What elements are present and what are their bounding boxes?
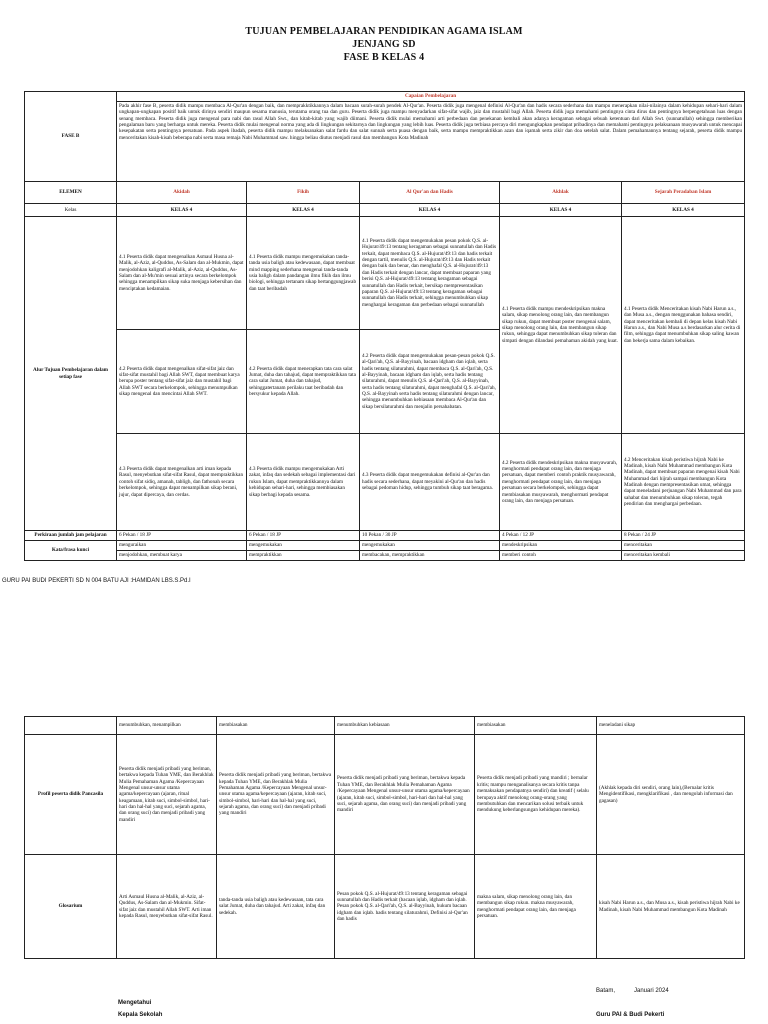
- profil-akhlak: Peserta didik menjadi pribadi yang mandiri ; bernalar kritis; mampu menganalisanya secara kritis tanpa memaksakan pendapatnya sendiri) dan kreatif ( selalu berupaya aktif menolong orang-orang yang membutuhkan dan mencarikan solusi terbaik untuk mendukung keberlangsungan kehidupan mereka).: [475, 735, 597, 855]
- atp-sejarah-4-2: 4.2 Menceritakan kisah peristiwa hijrah Nabi ke Madinah, kisah Nabi Muhammad membangun Kota Madinah, dapat membuat paparan mengenai kisah Nabi Muhammad dari hijrah sampai membangun Kota Madinah dengan mempresentasikan umat, sehingga dapat meneladani perjuangan Nabi Muhammad dan para sahabat dan menumbuhkan sikap toleran, tegah pendirian dan menghargai perbedaan.: [622, 434, 745, 531]
- profil-fikih: Peserta didik menjadi pribadi yang beriman, bertakwa kepada Tuhan YME, dan Berakhlak Mulia Pemahaman Agama /Kepercayaan Mengenal unsur-unsur utama agama/kepercayaan (ajaran, kitab suci, simbol-simbol, hari-hari dan hal-hal yang suci, sejarah agama, dan orang suci) dan menjadi pribadi yang mandiri: [217, 735, 335, 855]
- atp-label: Alur Tujuan Pembelajaran dalam setiap fase: [25, 217, 117, 531]
- jam-label: Perkiraan jumlah jam pelajaran: [25, 531, 117, 541]
- kata-kunci-cell: mengemukakan: [247, 541, 360, 551]
- kelas-cell: KELAS 4: [360, 204, 500, 217]
- atp-quran-4-1: 4.1 Peserta didik dapat mengemukakan pesan pokok Q.S. al-Hujurat/49:13 tentang keragaman sebagai sunnatullah dan Hadis terkait, dapat membaca Q.S. al-Hujurat/49:13 dan hadis terkait dengan tartil, menulis Q.S. al-Hujurat/49:13 dan Hadis terkait dengan baik dan benar, dan menghafal Q.S. al-Hujurat/49:13 dan Hadis terkait dengan lancar, dapat membuat paparan yang berisi Q.S. al-Hujurat/49:13 tentang keragaman sebagai sunnatullah dan Hadis terkait, bersikap mempresentasikan paparan Q.S. al-Hujurat/49:13 tentang keragaman sebagai sunnatullah dan Hadis terkait, sehingga menumbuhkan sikap menghargai keragaman dan perbedaan sebagai sunnatullah: [360, 217, 500, 330]
- jam-cell: 10 Pekan / 30 JP: [360, 531, 500, 541]
- kata-kunci-cell: mengemukakan: [360, 541, 500, 551]
- kata-kunci-cell: membiasakan: [217, 717, 335, 735]
- fase-label: FASE B: [25, 92, 117, 182]
- tp-table-page1: [24, 91, 745, 561]
- jam-cell: 4 Pekan / 12 JP: [500, 531, 622, 541]
- elemen-sejarah: Sejarah Peradaban Islam: [622, 182, 745, 204]
- sign-date: Januari 2024: [634, 988, 669, 994]
- glosarium-fikih: tanda-tanda usia baligh atau kedewasaan, tata cara salat Jumat, duha dan tahajud. Arti zakat, infaq dan sedekah.: [217, 855, 335, 959]
- kelas-cell: KELAS 4: [247, 204, 360, 217]
- glosarium-label: Glosarium: [25, 855, 117, 959]
- elemen-fikih: Fikih: [247, 182, 360, 204]
- elemen-akhlak: Akhlak: [500, 182, 622, 204]
- kata-kunci-cell: mempraktikkan: [247, 551, 360, 561]
- kelas-cell: KELAS 4: [500, 204, 622, 217]
- profil-sejarah: (Akhlak kepada diri sendiri, orang lain),(Bernalar kritis Mengidentifikasi, mengklarifikasi , dan mengolah informasi dan gagasan): [597, 735, 745, 855]
- atp-fikih-4-3: 4.3 Peserta didik mampu mengemukakan Arti zakat, infaq dan sedekah sebagai implementasi dari rukun Islam, dapat mempraktikkannya dalam kehidupan sehari-hari, sehingga membiasakan sikap berbagi kepada sesama.: [247, 434, 360, 531]
- kata-kunci-cell: menjodohkan, membuat karya: [117, 551, 247, 561]
- atp-sejarah-4-1: 4.1 Peserta didik Menceritakan kisah Nabi Harun a.s., dan Musa a.s., dengan menggunakan bahasa sendiri, dapat menceritakan kembali di depan kelas kisah Nabi Harun a.s., dan Nabi Musa a.s berdasarkan alur cerita di film, sehingga dapat menumbuhkan sikap saling kawan dan bekerja sama dalam kebaikan.: [622, 217, 745, 434]
- kata-kunci-cell: menumbuhkan, menampilkan: [117, 717, 217, 735]
- capaian-heading: Capaian Pembelajaran: [117, 92, 745, 102]
- kata-kunci-cell: memberi contoh: [500, 551, 622, 561]
- kata-kunci-cell: membacakan, mempraktikkan: [360, 551, 500, 561]
- jam-cell: 8 Pekan / 24 JP: [622, 531, 745, 541]
- atp-akhlak-4-1: 4.1 Peserta didik mampu mendeskripsikan makna salam, sikap menolong orang lain, dan membangun sikap rukun, dapat membuat poster mengenai salam, sikap menolong orang lain, dan membangun sikap rukun, sehingga dapat menumbuhkan sikap toleran dan simpati dengan dilandasi pemahaman akidah yang kuat.: [500, 217, 622, 434]
- kata-kunci-cell: membiasakan: [475, 717, 597, 735]
- atp-fikih-4-1: 4.1 Peserta didik mampu mengemukakan tanda-tanda usia baligh atau kedewasaan, dapat membuat mind mapping sederhana mengenai tanda-tanda usia baligh dalam pandangan ilmu fikih dan ilmu biologi, sehingga tertanam sikap bertanggungjawab dan taat beribadah: [247, 217, 360, 330]
- glosarium-akhlak: makna salam, sikap menolong orang lain, dan membangun sikap rukun. makna musyawarah, menghormati pendapat orang lain, dan menjaga persatuan.: [475, 855, 597, 959]
- glosarium-akidah: Arti Asmaul Husna al-Malik, al-Aziz, al-Quddus, As-Salam dan al-Mukmin. Sifat-sifat jaiz dan mustahil Allah SWT. Arti iman kepada Rasul, menyebutkan sifat-sifat Rasul.: [117, 855, 217, 959]
- sign-mengetahui: Mengetahui: [118, 1000, 152, 1006]
- kelas-cell: KELAS 4: [622, 204, 745, 217]
- sign-place: Batam,: [596, 988, 616, 994]
- kata-kunci-cell: menceritakan: [622, 541, 745, 551]
- profil-quran: Peserta didik menjadi pribadi yang beriman, bertakwa kepada Tuhan YME, dan Berakhlak Mulia Pemahaman Agama /Kepercayaan Mengenal unsur-unsur utama agama/kepercayaan (ajaran, kitab suci, simbol-simbol, hari-hari dan hal-hal yang suci, sejarah agama, dan orang suci) dan menjadi pribadi yang mandiri: [335, 735, 475, 855]
- atp-akidah-4-3: 4.3 Peserta didik dapat mengenalkan arti iman kepada Rasul, menyebutkan sifat-sifat Rasul, dapat mempraktikkan contoh sifat sidiq, amanah, tabligh, dan fathonah secara berkelompok, sehingga dapat menampilkan sikap berani, jujur, dapat dipercaya, dan cerdas.: [117, 434, 247, 531]
- doc-title-line3: FASE B KELAS 4: [343, 52, 425, 63]
- elemen-quran-hadis: Al Qur'an dan Hadis: [360, 182, 500, 204]
- kata-kunci-label: Kata/frasa kunci: [25, 541, 117, 561]
- atp-quran-4-3: 4.3 Peserta didik dapat mengemukakan definisi al-Qur'an dan hadis secara sederhana, dapat meyakini al-Qur'an dan hadis sebagai pedoman hidup, sehingga tumbuh sikap taat beragama.: [360, 434, 500, 531]
- profil-label: Profil peserta didik Pancasila: [25, 735, 117, 855]
- sign-kepala-sekolah: Kepala Sekolah: [118, 1012, 163, 1018]
- atp-fikih-4-2: 4.2 Peserta didik dapat menerapkan tata cara salat Jumat, duha dan tahajud, dapat mempraktikkan tata cara salat Jumat, duha dan tahajud, sehinggatertanam perilaku taat beribadah dan bersyukur kepada Allah.: [247, 330, 360, 434]
- doc-title-line2: JENJANG SD: [352, 39, 416, 50]
- kelas-cell: KELAS 4: [117, 204, 247, 217]
- sign-guru-pai: Guru PAI & Budi Pekerti: [596, 1012, 665, 1018]
- elemen-akidah: Akidah: [117, 182, 247, 204]
- kata-kunci-cell: mendeskripsikan: [500, 541, 622, 551]
- doc-title-line1: TUJUAN PEMBELAJARAN PENDIDIKAN AGAMA ISLAM: [245, 26, 523, 37]
- kata-kunci-cell: menceritakan kembali: [622, 551, 745, 561]
- jam-cell: 6 Pekan / 18 JP: [247, 531, 360, 541]
- atp-quran-4-2: 4.2 Peserta didik dapat mengemukakan pesan-pesan pokok Q.S. al-Qari'ah, Q.S. al-Bayyinah, bacaan idgham dan iqlab, serta hadis tentang silaturahmi, dapat membaca Q.S. al-Qari'ah, Q.S. al-Bayyinah, bacaan idgham dan iqlab, serta hadis tentang silaturahmi, dapat menulis Q.S. al-Qari'ah, Q.S. al-Bayyinah, serta hadis tentang silaturahmi, dapat menghafal Q.S. al-Qari'ah, Q.S. al-Bayyinah serta hadis tentang silaturahmi dengan lancar, sehingga menumbuhkan kebiasaan membaca Al-Qur'an dan sikap bersilaturahmi dan menjalin persahabatan.: [360, 330, 500, 434]
- kata-kunci-blank: [25, 717, 117, 735]
- atp-akidah-4-1: 4.1 Peserta didik dapat mengenalkan Asmaul Husna al-Malik, al-Aziz, al-Quddus, As-Salam dan al-Mukmin, dapat menjodohkan kaligrafi al-Malik, al-Aziz, al-Quddus, As-Salam dan al-Mu'min sesuai artinya secara berkelompok sehingga menampilkan sikap suka menjaga kebersihan dan menciptakan kedamaian.: [117, 217, 247, 330]
- glosarium-quran: Pesan pokok Q.S. al-Hujurat/49:13 tentang keragaman sebagai sunnatullah dan Hadis terkait (bacaan iqlab, idgham dan iqlab. Pesan pokok Q.S. al-Qari'ah, Q.S. al-Bayyinah, hukum bacaan idgham dan iqlab. hadis tentang silaturahmi, Definisi al-Qur'an dan hadis: [335, 855, 475, 959]
- kata-kunci-cell: menguraikan: [117, 541, 247, 551]
- atp-akidah-4-2: 4.2 Peserta didik dapat mengenalkan sifat-sifat jaiz dan sifat-sifat mustahil bagi Allah SWT, dapat membuat karya berupa poster tentang sifat-sifat jaiz dan mustahil bagi Allah SWT secara berkelompok, sehingga menumpulkan sikap mengenal dan mencintai Allah SWT.: [117, 330, 247, 434]
- capaian-text: Pada akhir fase B, peserta didik mampu membaca Al-Qur'an dengan baik, dan memprakktikkannya dalam bacaan surah-surah pendek Al-Qur'an. Peserta didik juga mengenal definisi Al-Qur'an dan hadis secara sederhana dan mampu menerapkan nilai-nilainya dalam kehidupan sehari-hari dalam ungkapan-ungkapan positif baik untuk dirinya sendiri maupun sesama manusia, terutama orang tua dan guru. Peserta didik juga mampu menyadarkan sifat-sifat wajib, jaiz dan mustahil bagi Allah. Peserta didik juga memahami pentingnya cinta dirus dan pentingnya berpengetahuan luas dengan senang membaca. Peserta didik juga mengenal para nabi dan rasul Allah Swt., dan kitab-kitab yang wajib diimani. Peserta didik mulai memahami arti perbedaan dan penekanan kembali akan adanya keragaman sebagai sebuah ketentuan dari Allah Swt. (sunnatullah) sehingga memberikan pengalaman baru yang berharga untuk mereka. Peserta didik mulai mengenal norma yang ada di lingkungan sekitarnya dan lingkungan yang lebih luas. Peserta didik juga terbiasa percaya diri mengungkapkan pendapat pribadinya dan memahami pentingnya pelaksanaan musyawarah untuk mencapai kesepakatan serta pentingnya persatuan. Pada aspek ibadah, peserta didik mampu melaksanakan salat fardu dan salat sunnah serta puasa dengan baik, serta mampu mempraktikkan azan dan iqamah serta zikir dan doa setelah salat. Dalam pemahamannya tentang sejarah, peserta didik mampu menceritakan kisah-kisah beberapa nabi serta masa remaja Nabi Muhammad saw. hingga beliau diutus menjadi rasul dan membangun Kota Madinah: [117, 102, 745, 182]
- jam-cell: 6 Pekan / 18 JP: [117, 531, 247, 541]
- kata-kunci-cell: menumbuhkan kebiasaan: [335, 717, 475, 735]
- author-footer: GURU PAI BUDI PEKERTI SD N 004 BATU AJI :HAMIDAN LBS.S.Pd.I: [2, 578, 191, 584]
- tp-table-page2: [24, 716, 745, 959]
- kelas-label: Kelas: [25, 204, 117, 217]
- profil-akidah: Peserta didik menjadi pribadi yang beriman, bertakwa kepada Tuhan YME, dan Berakhlak Mulia Pemahaman Agama /Kepercayaan Mengenal unsur-unsur utama agama/kepercayaan (ajaran, ritual keagamaan, kitab suci, simbol-simbol, hari-hari dan hal-hal yang suci, sejarah agama, dan orang suci) dan menjadi pribadi yang mandiri: [117, 735, 217, 855]
- glosarium-sejarah: kisah Nabi Harun a.s., dan Musa a.s., kisah peristiwa hijrah Nabi ke Madinah, kisah Nabi Muhammad membangun Kota Madinah: [597, 855, 745, 959]
- elemen-label: ELEMEN: [25, 182, 117, 204]
- kata-kunci-cell: meneladani sikap: [597, 717, 745, 735]
- atp-akhlak-4-2: 4.2 Peserta didik mendeskripsikan makna musyawarah, menghormati pendapat orang lain, dan menjaga persatuan, dapat memberi contoh praktik musyawarah, menghormati pendapat orang lain, dan menjaga persatuan secara berkelompok, sehingga dapat membiasakan musyawarah, menghormati pendapat orang lain, dan menjaga persatuan.: [500, 434, 622, 531]
